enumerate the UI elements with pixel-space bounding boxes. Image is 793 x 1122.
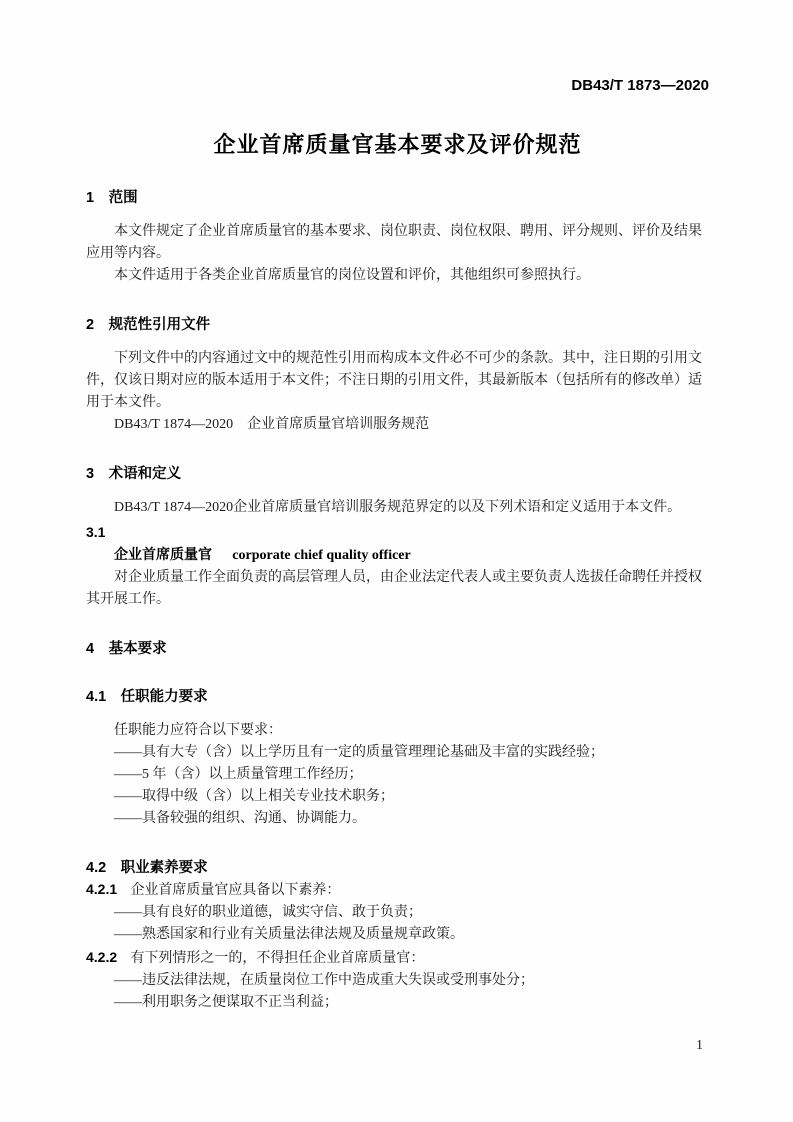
clause-text: 有下列情形之一的，不得担任企业首席质量官： bbox=[130, 951, 425, 966]
list-item: ——5 年（含）以上质量管理工作经历； bbox=[114, 767, 363, 782]
term-zh: 企业首席质量官 bbox=[114, 546, 212, 562]
clause-number: 4.2.2 bbox=[86, 949, 118, 965]
list-item: ——违反法律法规，在质量岗位工作中造成重大失误或受刑事处分； bbox=[114, 973, 534, 988]
paragraph: DB43/T 1874—2020企业首席质量官培训服务规范界定的以及下列术语和定义适用于本文件。 bbox=[114, 500, 682, 515]
section-4-1-heading: 4.1 任职能力要求 bbox=[86, 689, 208, 705]
paragraph: 下列文件中的内容通过文中的规范性引用而构成本文件必不可少的条款。其中，注日期的引用文件，仅该日期对应的版本适用于本文件；不注日期的引用文件，其最新版本（包括所有的修改单）适用于本文件。 bbox=[86, 351, 702, 410]
term-title bbox=[86, 543, 709, 567]
paragraph: 本文件规定了企业首席质量官的基本要求、岗位职责、岗位权限、聘用、评分规则、评价及结果应用等内容。 bbox=[86, 224, 702, 261]
section-3-heading: 3 术语和定义 bbox=[86, 466, 182, 482]
paragraph: 任职能力应符合以下要求： bbox=[114, 723, 282, 738]
page-title: 企业首席质量官基本要求及评价规范 bbox=[213, 132, 582, 157]
list-item: ——熟悉国家和行业有关质量法律法规及质量规章政策。 bbox=[114, 927, 464, 942]
list-item: ——取得中级（含）以上相关专业技术职务； bbox=[114, 789, 394, 804]
term-en: corporate chief quality officer bbox=[232, 548, 411, 563]
section-1-heading: 1 范围 bbox=[86, 190, 138, 206]
normative-reference: DB43/T 1874—2020 企业首席质量官培训服务规范 bbox=[114, 417, 430, 432]
paragraph: 本文件适用于各类企业首席质量官的岗位设置和评价，其他组织可参照执行。 bbox=[114, 268, 590, 283]
clause-number-3-1: 3.1 bbox=[86, 524, 106, 540]
section-2-heading: 2 规范性引用文件 bbox=[86, 317, 211, 333]
section-4-heading: 4 基本要求 bbox=[86, 641, 167, 657]
clause-text: 企业首席质量官应具备以下素养： bbox=[130, 883, 341, 898]
term-definition: 对企业质量工作全面负责的高层管理人员，由企业法定代表人或主要负责人选拔任命聘任并授权其开展工作。 bbox=[86, 570, 702, 607]
list-item: ——利用职务之便谋取不正当利益； bbox=[114, 995, 338, 1010]
page-number: 1 bbox=[696, 1038, 703, 1053]
section-4-2-heading: 4.2 职业素养要求 bbox=[86, 860, 208, 876]
clause-number: 4.2.1 bbox=[86, 881, 118, 897]
list-item: ——具备较强的组织、沟通、协调能力。 bbox=[114, 811, 366, 826]
clause-4-2-2 bbox=[86, 946, 709, 970]
clause-4-2-1 bbox=[86, 878, 709, 902]
list-item: ——具有大专（含）以上学历且有一定的质量管理理论基础及丰富的实践经验； bbox=[114, 745, 604, 760]
list-item: ——具有良好的职业道德，诚实守信、敢于负责； bbox=[114, 905, 422, 920]
standard-number: DB43/T 1873—2020 bbox=[571, 77, 709, 94]
